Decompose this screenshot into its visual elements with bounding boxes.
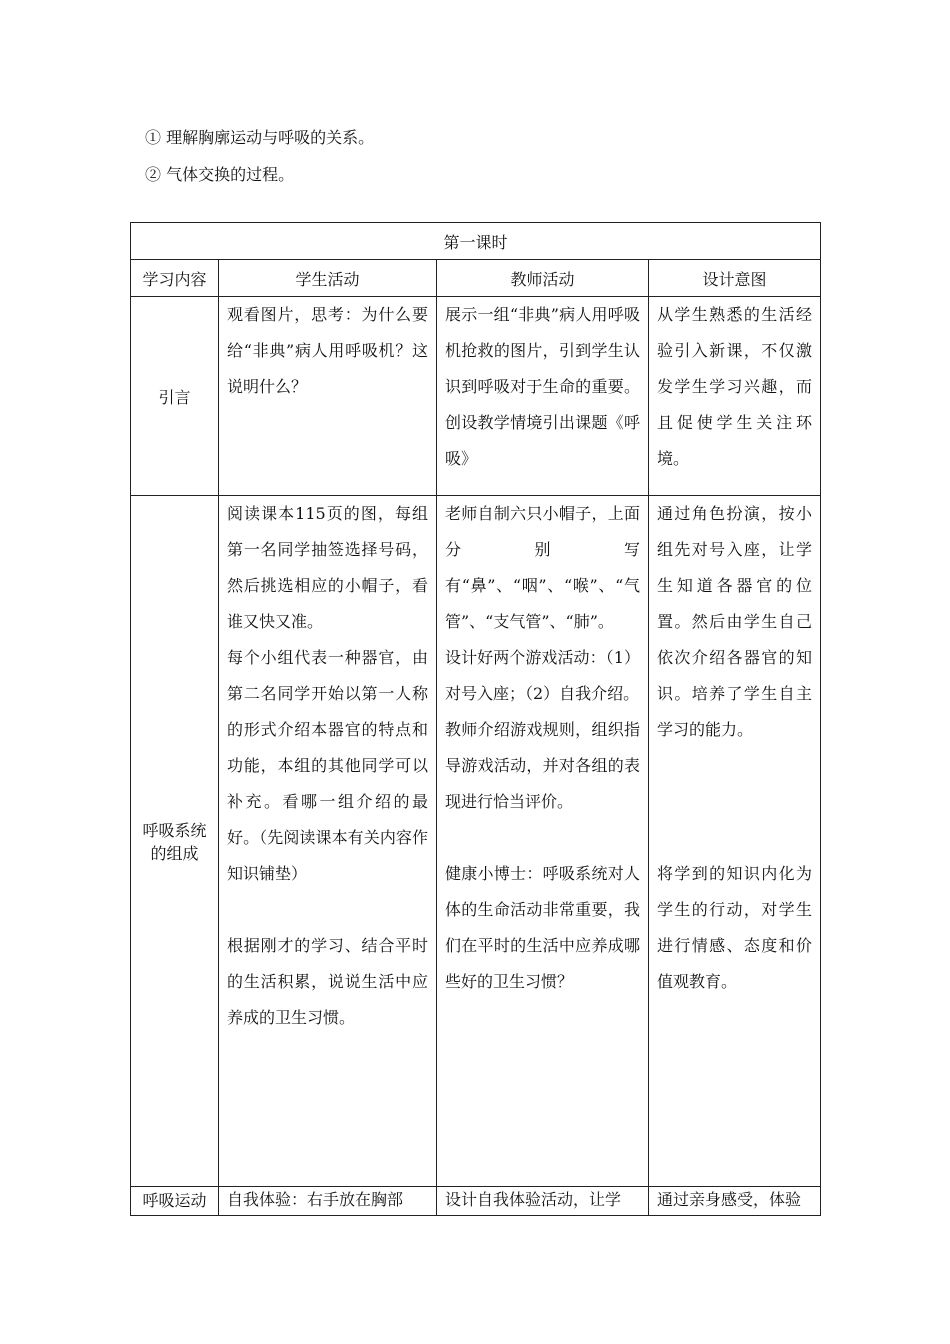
teacher-activity: 教师介绍游戏规则，组织指导游戏活动，并对各组的表现进行恰当评价。 (445, 720, 640, 811)
row-content: 呼吸运动 (131, 1187, 219, 1216)
design-intent: 通过亲身感受，体验 (657, 1190, 802, 1209)
row-content: 引言 (131, 297, 219, 496)
teacher-activity: 老师自制六只小帽子，上面分别写有“鼻”、“咽”、“喉”、“气管”、“支气管”、“肺”。 (445, 504, 640, 631)
teacher-activity: 健康小博士：呼吸系统对人体的生命活动非常重要，我们在平时的生活中应养成哪些好的卫生习惯？ (445, 864, 640, 991)
row-content: 呼吸系统的组成 (131, 496, 219, 1187)
student-activity: 观看图片，思考：为什么要给“非典”病人用呼吸机？这说明什么？ (227, 305, 428, 396)
table-row (131, 297, 821, 496)
teacher-activity: 展示一组“非典”病人用呼吸机抢救的图片，引到学生认识到呼吸对于生命的重要。创设教学情境引出课题《呼吸》 (445, 305, 640, 468)
header-intent: 设计意图 (649, 260, 821, 297)
objective-2: ② 气体交换的过程。 (145, 165, 295, 184)
table-row (131, 1187, 821, 1216)
lesson-plan-table (130, 222, 821, 1216)
header-teacher: 教师活动 (437, 260, 649, 297)
table-row (131, 496, 821, 1187)
student-activity: 阅读课本115页的图，每组第一名同学抽签选择号码，然后挑选相应的小帽子，看谁又快又准。 (227, 504, 428, 631)
teacher-activity: 设计自我体验活动，让学 (445, 1190, 622, 1209)
student-activity: 自我体验：右手放在胸部 (227, 1190, 404, 1209)
student-activity: 根据刚才的学习、结合平时的生活积累，说说生活中应养成的卫生习惯。 (227, 936, 428, 1027)
design-intent: 通过角色扮演，按小组先对号入座，让学生知道各器官的位置。然后由学生自己依次介绍各器官的知识。培养了学生自主学习的能力。 (657, 504, 813, 739)
student-activity: 每个小组代表一种器官，由第二名同学开始以第一人称的形式介绍本器官的特点和功能，本组的其他同学可以补充。看哪一组介绍的最好。（先阅读课本有关内容作知识铺垫） (227, 648, 428, 883)
design-intent: 将学到的知识内化为学生的行动，对学生进行情感、态度和价值观教育。 (657, 864, 813, 991)
teacher-activity: 设计好两个游戏活动：（1）对号入座；（2）自我介绍。 (445, 648, 640, 703)
header-student: 学生活动 (219, 260, 437, 297)
design-intent: 从学生熟悉的生活经验引入新课，不仅激发学生学习兴趣，而且促使学生关注环境。 (657, 305, 813, 468)
table-title: 第一课时 (131, 223, 821, 260)
objective-1: ① 理解胸廓运动与呼吸的关系。 (145, 128, 375, 147)
header-content: 学习内容 (131, 260, 219, 297)
